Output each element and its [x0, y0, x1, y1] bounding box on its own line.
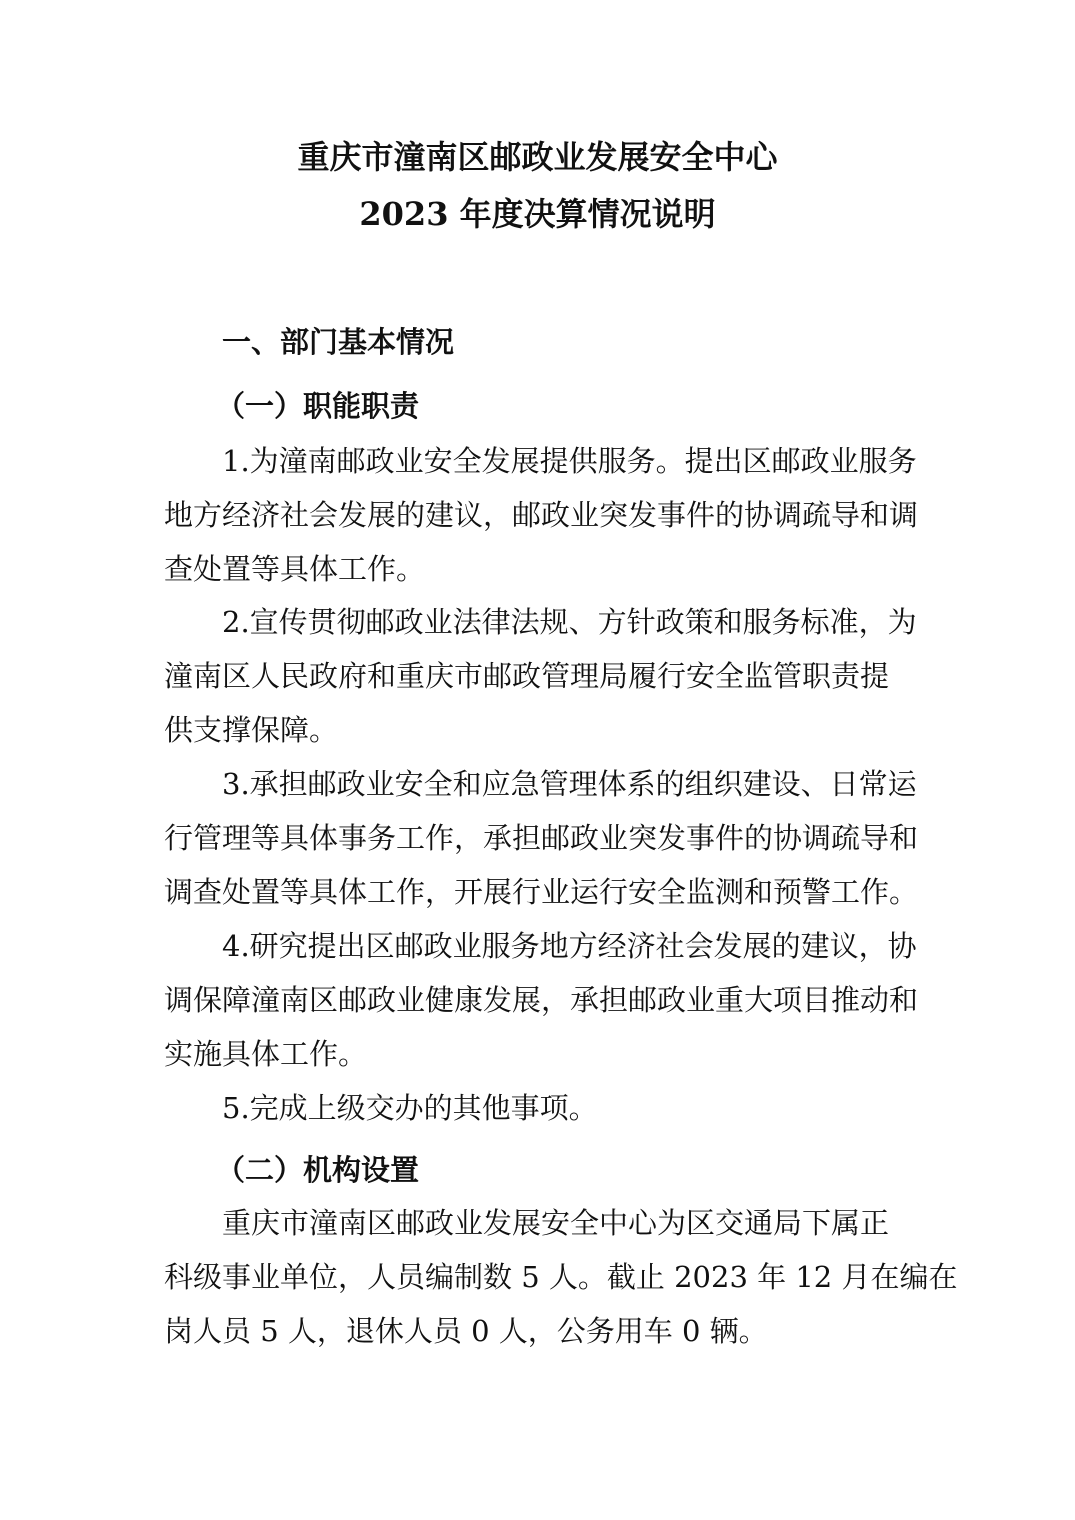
paragraph-line: 潼南区人民政府和重庆市邮政管理局履行安全监管职责提: [164, 659, 890, 693]
paragraph-line: 地方经济社会发展的建议，邮政业突发事件的协调疏导和调: [164, 498, 919, 532]
paragraph-line: 供支撑保障。: [164, 713, 339, 747]
paragraph-line: 3.承担邮政业安全和应急管理体系的组织建设、日常运: [222, 767, 917, 801]
paragraph-line: 1.为潼南邮政业安全发展提供服务。提出区邮政业服务: [222, 444, 917, 478]
paragraph-line: 科级事业单位，人员编制数 5 人。截止 2023 年 12 月在编在: [164, 1260, 958, 1294]
subsection-heading-organization: （二）机构设置: [216, 1153, 420, 1187]
document-title-line2: 2023 年度决算情况说明: [359, 195, 716, 233]
paragraph-line: 调保障潼南区邮政业健康发展，承担邮政业重大项目推动和: [164, 983, 919, 1017]
document-title-line1: 重庆市潼南区邮政业发展安全中心: [297, 138, 778, 176]
paragraph-line: 调查处置等具体工作，开展行业运行安全监测和预警工作。: [164, 875, 919, 909]
paragraph-line: 重庆市潼南区邮政业发展安全中心为区交通局下属正: [222, 1206, 890, 1240]
paragraph-line: 实施具体工作。: [164, 1037, 368, 1071]
section-heading-basic-info: 一、部门基本情况: [222, 325, 455, 359]
subsection-heading-functions: （一）职能职责: [216, 389, 420, 423]
paragraph-line: 5.完成上级交办的其他事项。: [222, 1091, 598, 1125]
paragraph-line: 查处置等具体工作。: [164, 552, 426, 586]
paragraph-line: 岗人员 5 人，退休人员 0 人，公务用车 0 辆。: [164, 1314, 768, 1348]
paragraph-line: 2.宣传贯彻邮政业法律法规、方针政策和服务标准，为: [222, 605, 917, 639]
paragraph-line: 行管理等具体事务工作，承担邮政业突发事件的协调疏导和: [164, 821, 919, 855]
paragraph-line: 4.研究提出区邮政业服务地方经济社会发展的建议，协: [222, 929, 917, 963]
